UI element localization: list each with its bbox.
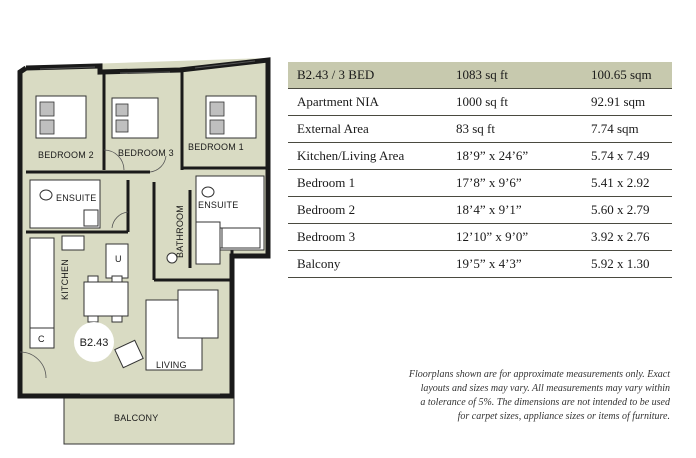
- spec-imperial: 19’5” x 4’3”: [447, 251, 582, 278]
- disclaimer-line: a tolerance of 5%. The dimensions are not intended to be used: [420, 397, 670, 408]
- label-kitchen: KITCHEN: [60, 259, 70, 300]
- spec-metric: 92.91 sqm: [582, 89, 672, 116]
- spec-label: External Area: [288, 116, 447, 143]
- bath-tub: [196, 222, 220, 264]
- floor-plan: [0, 0, 290, 458]
- label-bedroom-1: BEDROOM 1: [188, 142, 244, 152]
- spec-header-row: [288, 62, 672, 89]
- spec-row: [288, 116, 672, 143]
- spec-imperial: 17’8” x 9’6”: [447, 170, 582, 197]
- spec-row: [288, 251, 672, 278]
- spec-row: [288, 89, 672, 116]
- spec-metric: 5.41 x 2.92: [582, 170, 672, 197]
- spec-metric: 5.74 x 7.49: [582, 143, 672, 170]
- spec-metric: 5.92 x 1.30: [582, 251, 672, 278]
- label-balcony: BALCONY: [114, 413, 159, 423]
- label-bedroom-2: BEDROOM 2: [38, 150, 94, 160]
- spec-row: [288, 197, 672, 224]
- spec-imperial: 1083 sq ft: [447, 62, 582, 89]
- disclaimer-line: layouts and sizes may vary. All measurements may vary within: [420, 383, 670, 394]
- dining-table: [84, 276, 128, 322]
- spec-label: Apartment NIA: [288, 89, 447, 116]
- label-living: LIVING: [156, 360, 187, 370]
- spec-table: [288, 62, 672, 278]
- label-bedroom-3: BEDROOM 3: [118, 148, 174, 158]
- spec-metric: 7.74 sqm: [582, 116, 672, 143]
- disclaimer-line: Floorplans shown are for approximate measurements only. Exact: [408, 369, 670, 380]
- spec-metric: 3.92 x 2.76: [582, 224, 672, 251]
- spec-label: Kitchen/Living Area: [288, 143, 447, 170]
- disclaimer-line: for carpet sizes, appliance sizes or items of furniture.: [457, 411, 670, 422]
- spec-label: Bedroom 1: [288, 170, 447, 197]
- spec-metric: 5.60 x 2.79: [582, 197, 672, 224]
- spec-label: Bedroom 2: [288, 197, 447, 224]
- spec-imperial: 1000 sq ft: [447, 89, 582, 116]
- spec-label: Bedroom 3: [288, 224, 447, 251]
- label-ensuite-right: ENSUITE: [198, 200, 239, 210]
- unit-badge-label: B2.43: [79, 337, 109, 349]
- spec-imperial: 18’9” x 24’6”: [447, 143, 582, 170]
- spec-row: [288, 224, 672, 251]
- label-bathroom: BATHROOM: [175, 205, 185, 258]
- spec-row: [288, 170, 672, 197]
- spec-imperial: 83 sq ft: [447, 116, 582, 143]
- appliance-u: U: [115, 254, 122, 264]
- label-ensuite-left: ENSUITE: [56, 193, 97, 203]
- spec-imperial: 12’10” x 9’0”: [447, 224, 582, 251]
- spec-label: B2.43 / 3 BED: [288, 62, 447, 89]
- spec-row: [288, 143, 672, 170]
- appliance-c: C: [38, 334, 45, 344]
- spec-label: Balcony: [288, 251, 447, 278]
- spec-imperial: 18’4” x 9’1”: [447, 197, 582, 224]
- spec-metric: 100.65 sqm: [582, 62, 672, 89]
- disclaimer: [330, 368, 670, 424]
